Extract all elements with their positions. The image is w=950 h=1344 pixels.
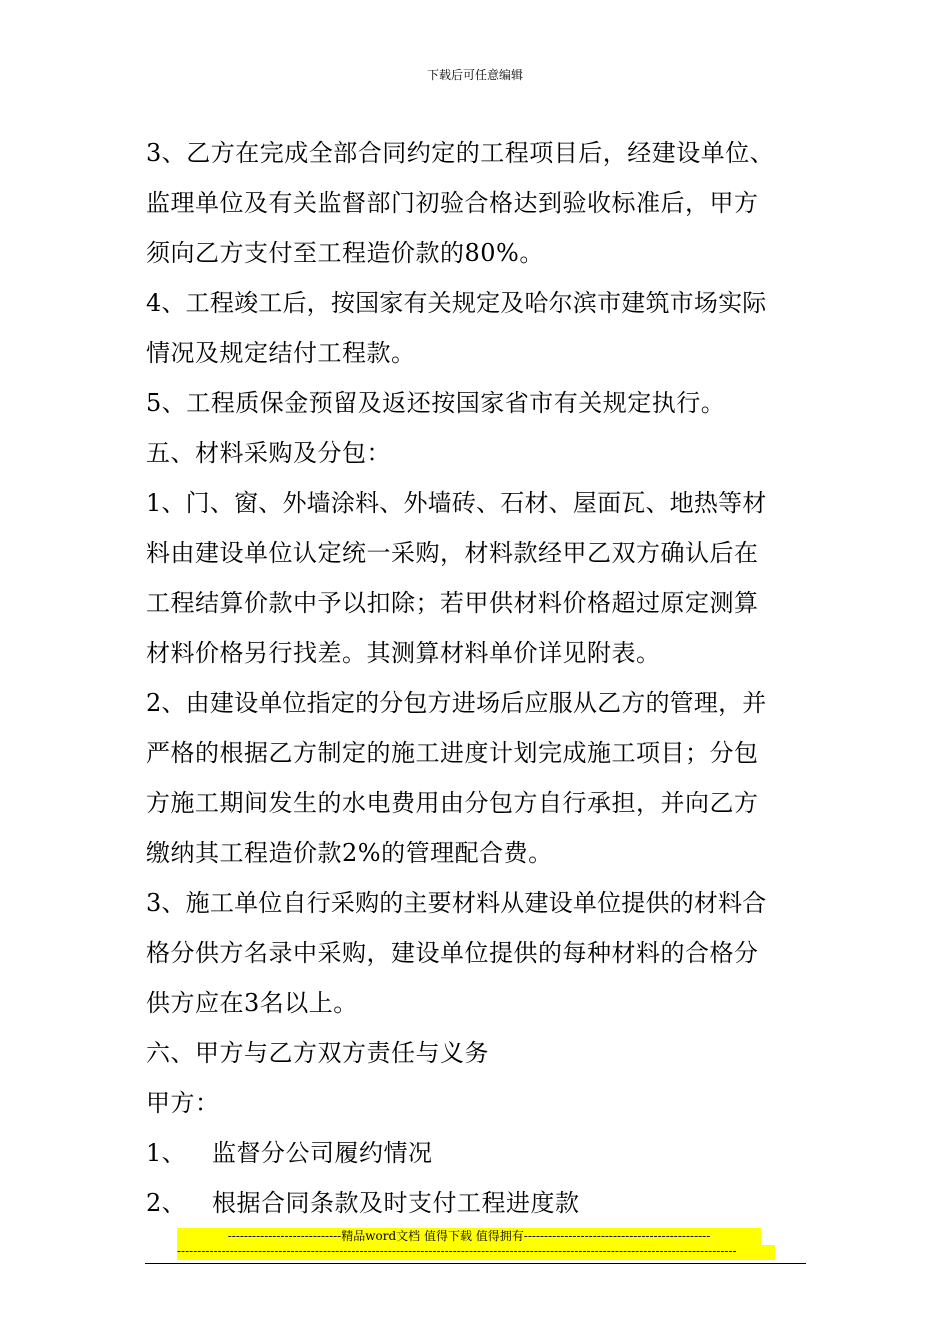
page-header: 下载后可任意编辑 bbox=[426, 68, 523, 82]
numbered-item bbox=[146, 1178, 810, 1228]
paragraph-line: 4、工程竣工后，按国家有关规定及哈尔滨市建筑市场实际 bbox=[146, 289, 767, 317]
paragraph-line: 2、由建设单位指定的分包方进场后应服从乙方的管理，并 bbox=[146, 689, 767, 717]
paragraph-line: 工程结算价款中予以扣除；若甲供材料价格超过原定测算 bbox=[146, 589, 759, 617]
section-heading: 六、甲方与乙方双方责任与义务 bbox=[146, 1039, 489, 1067]
section-heading: 五、材料采购及分包： bbox=[146, 439, 391, 467]
item-text: 根据合同条款及时支付工程进度款 bbox=[212, 1189, 580, 1217]
party-label: 甲方： bbox=[146, 1089, 220, 1117]
paragraph-line: 5、工程质保金预留及返还按国家省市有关规定执行。 bbox=[146, 389, 726, 417]
item-text: 监督分公司履约情况 bbox=[212, 1139, 433, 1167]
paragraph-line: 3、施工单位自行采购的主要材料从建设单位提供的材料合 bbox=[146, 889, 767, 917]
paragraph-line: 格分供方名录中采购，建设单位提供的每种材料的合格分 bbox=[146, 939, 759, 967]
paragraph-line: 供方应在3名以上。 bbox=[146, 989, 358, 1017]
paragraph-line: 严格的根据乙方制定的施工进度计划完成施工项目；分包 bbox=[146, 739, 759, 767]
item-number: 1、 bbox=[146, 1139, 187, 1167]
paragraph-line: 缴纳其工程造价款2%的管理配合费。 bbox=[146, 839, 553, 867]
paragraph-line: 1、门、窗、外墙涂料、外墙砖、石材、屋面瓦、地热等材 bbox=[146, 489, 767, 517]
footer-dashes: ------------------------------------------------------------------------------------------------------------------------------------------ bbox=[177, 1245, 775, 1260]
document-body bbox=[146, 128, 810, 1228]
paragraph-line: 材料价格另行找差。其测算材料单价详见附表。 bbox=[146, 639, 661, 667]
footer-rule bbox=[145, 1263, 806, 1264]
paragraph-line: 监理单位及有关监督部门初验合格达到验收标准后，甲方 bbox=[146, 189, 759, 217]
paragraph-line: 须向乙方支付至工程造价款的80%。 bbox=[146, 239, 544, 267]
footer-banner: ----------------------------精品word文档 值得下载 值得拥有---------------------------------------------- bbox=[177, 1228, 761, 1245]
paragraph-line: 料由建设单位认定统一采购，材料款经甲乙双方确认后在 bbox=[146, 539, 759, 567]
paragraph-line: 3、乙方在完成全部合同约定的工程项目后，经建设单位、 bbox=[146, 139, 775, 167]
paragraph-line: 方施工期间发生的水电费用由分包方自行承担，并向乙方 bbox=[146, 789, 759, 817]
numbered-item bbox=[146, 1128, 810, 1178]
item-number: 2、 bbox=[146, 1189, 187, 1217]
paragraph-line: 情况及规定结付工程款。 bbox=[146, 339, 416, 367]
